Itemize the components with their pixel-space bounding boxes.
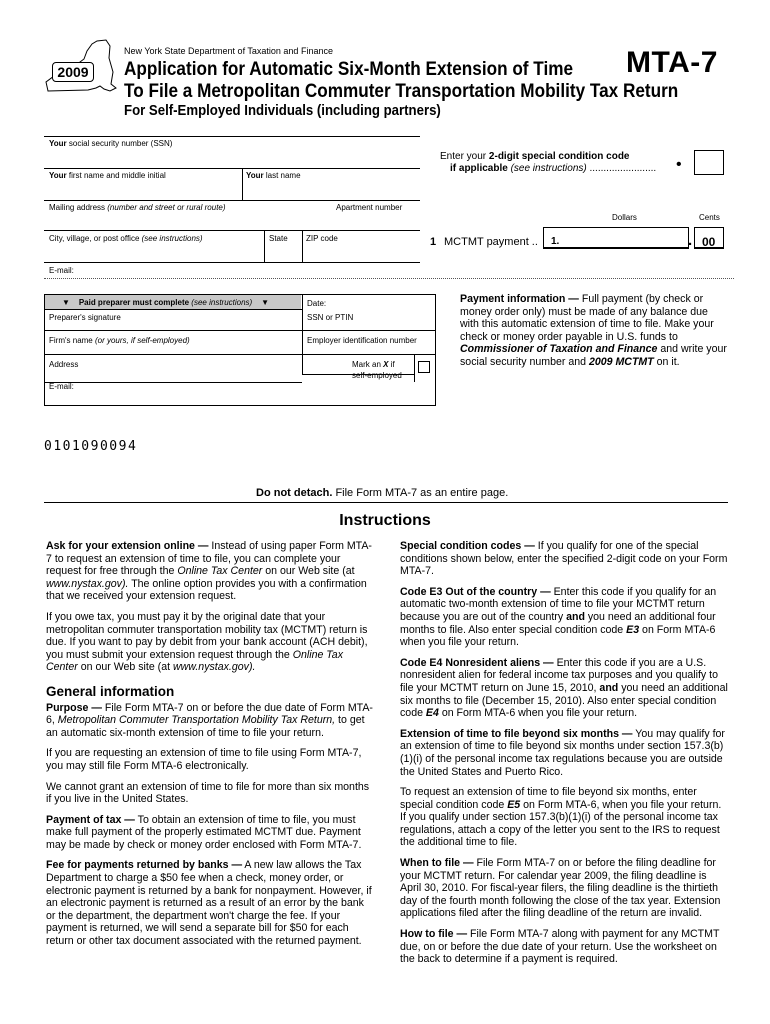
decimal-point: . (688, 232, 693, 249)
cents-value: 00 (702, 235, 716, 249)
tax-year-badge (52, 62, 94, 82)
special-condition-label: Enter your 2-digit special condition code (440, 151, 630, 162)
firm-name-field[interactable]: Firm's name (or yours, if self-employed) (49, 336, 190, 345)
line-1-label: MCTMT payment .. (444, 236, 538, 248)
preparer-signature-field[interactable]: Preparer's signature (49, 313, 121, 322)
scan-line-number: 0101090094 (44, 439, 138, 454)
preparer-date-field[interactable]: Date: (307, 299, 327, 308)
special-condition-code-input[interactable] (694, 150, 724, 175)
self-employed-checkbox[interactable] (418, 361, 430, 373)
instructions-right-column: Special condition codes — If you qualify for one of the special conditions shown below, enter the specified 2-digit code on your Form MTA-7. Code E3 Out of the country — Enter this code if you qualify for an automatic two-month extension of time to file your MCTMT return because you are out of the country and you need an additional four months to file. Also enter special condition code E3 on Form MTA-6 when you file your return. Code E4 Nonresident aliens — Enter this code if you are a U.S. nonresident alien for federal income tax purposes and you qualify to file your MCTMT return on June 15, 2010, and you need an additional six months to file (December 15, 2010). Also enter special condition code E4 on Form MTA-6 when you file your return. Extension of time to file beyond six months — You may qualify for an extension of time to file beyond six months under section 157.3(b)(1)(i) of the personal income tax regulations because you are outside the United States and Puerto Rico. To request an extension of time to file beyond six months, enter special condition code E5 on Form MTA-6, when you file your return. If you qualify under section 157.3(b)(1)(i) of the personal income tax regulations, attach a copy of the letter you sent to the IRS to request the additional time to file. When to file — File Form MTA-7 on or before the filing deadline for your MCTMT return. For calendar year 2009, the filing deadline is April 30, 2010. For fiscal-year filers, the filing deadline is the thirtieth day of the fourth month following the close of the tax year. Extension applications filed after the filing deadline of the return are invalid. How to file — File Form MTA-7 along with payment for any MCTMT due, on or before the due date of your return. Use the worksheet on the back to determine if a payment is required. (400, 540, 728, 966)
line-1-number: 1 (430, 236, 437, 248)
self-employed-label: Mark an X if self-employed (352, 360, 402, 380)
bullet-icon: • (676, 156, 682, 173)
paid-preparer-section (44, 294, 436, 406)
special-condition-sublabel: if applicable (see instructions) ........................ (450, 163, 657, 174)
instructions-left-column: Ask for your extension online — Instead of using paper Form MTA-7 to request an extension of time to file, you can complete your request for free through the Online Tax Center on our Web site (at www.nystax.gov). The online option provides you with a confirmation that we received your extension request. If you owe tax, you must pay it by the original date that your metropolitan commuter transportation mobility tax (MCTMT) return is due. If you want to pay by debit from your bank account (ACH debit), you must submit your extension request through the Online Tax Center on our Web site (at www.nystax.gov). General information Purpose — File Form MTA-7 on or before the due date of Form MTA-6, Metropolitan Commuter Transportation Mobility Tax Return, to get an automatic six-month extension of time to file your return. If you are requesting an extension of time to file using Form MTA-7, you may still file Form MTA-6 electronically. We cannot grant an extension of time to file for more than six months if you live in the United States. Payment of tax — To obtain an extension of time to file, you must make full payment of the properly estimated MCTMT due. Payment may be made by check or money order enclosed with Form MTA-7. Fee for payments returned by banks — A new law allows the Tax Department to charge a $50 fee when a check, money order, or electronic payment is returned by a bank for nonpayment. However, if an electronic payment is returned as a result of an error by the bank or the department, the department won't charge the fee. If your payment is returned, we will send a separate bill for $50 for each return or other tax document associated with the returned payment. (46, 540, 376, 956)
general-information-heading: General information (46, 683, 175, 699)
mctmt-payment-dollars-input[interactable] (543, 227, 689, 249)
payment-information: Payment information — Full payment (by check or money order only) must be made of any balance due with this automatic extension of time to file. Make your check or money order payable in U.S. funds to Commissioner of Taxation and Finance and write your social security number and 2009 MCTMT on it. (460, 293, 727, 368)
arrow-down-icon: ▼ (261, 298, 270, 307)
form-title-line1: Application for Automatic Six-Month Extension of Time (124, 58, 574, 80)
last-name-field[interactable]: Your last name (246, 171, 301, 180)
arrow-down-icon: ▼ (62, 298, 70, 307)
instructions-heading: Instructions (339, 512, 431, 529)
city-field[interactable]: City, village, or post office (see instructions) (49, 234, 203, 243)
state-field[interactable]: State (269, 234, 288, 243)
paid-preparer-header-text: ▼ Paid preparer must complete (see instructions) ▼ (62, 298, 270, 307)
preparer-email-field[interactable]: E-mail: (49, 382, 74, 391)
preparer-address-field[interactable]: Address (49, 360, 79, 369)
ssn-field[interactable]: Your social security number (SSN) (49, 139, 173, 148)
cents-label: Cents (699, 213, 720, 222)
department-name: New York State Department of Taxation and Finance (124, 46, 333, 56)
form-id: MTA-7 (626, 46, 718, 79)
do-not-detach-notice: Do not detach. File Form MTA-7 as an entire page. (256, 487, 509, 499)
form-title-line2: To File a Metropolitan Commuter Transportation Mobility Tax Return (124, 80, 679, 102)
dollars-label: Dollars (612, 213, 637, 222)
preparer-ssn-ptin-field[interactable]: SSN or PTIN (307, 313, 354, 322)
apartment-number-field[interactable]: Apartment number (336, 203, 403, 212)
first-name-field[interactable]: Your first name and middle initial (49, 171, 166, 180)
mailing-address-field[interactable]: Mailing address (number and street or rural route) (49, 203, 226, 212)
employer-id-field[interactable]: Employer identification number (307, 336, 417, 345)
tax-year: 2009 (57, 64, 89, 80)
form-title-line3: For Self-Employed Individuals (including partners) (124, 102, 441, 119)
line-1-box-number: 1. (551, 236, 560, 247)
zip-field[interactable]: ZIP code (306, 234, 338, 243)
email-field[interactable]: E-mail: (49, 266, 74, 275)
